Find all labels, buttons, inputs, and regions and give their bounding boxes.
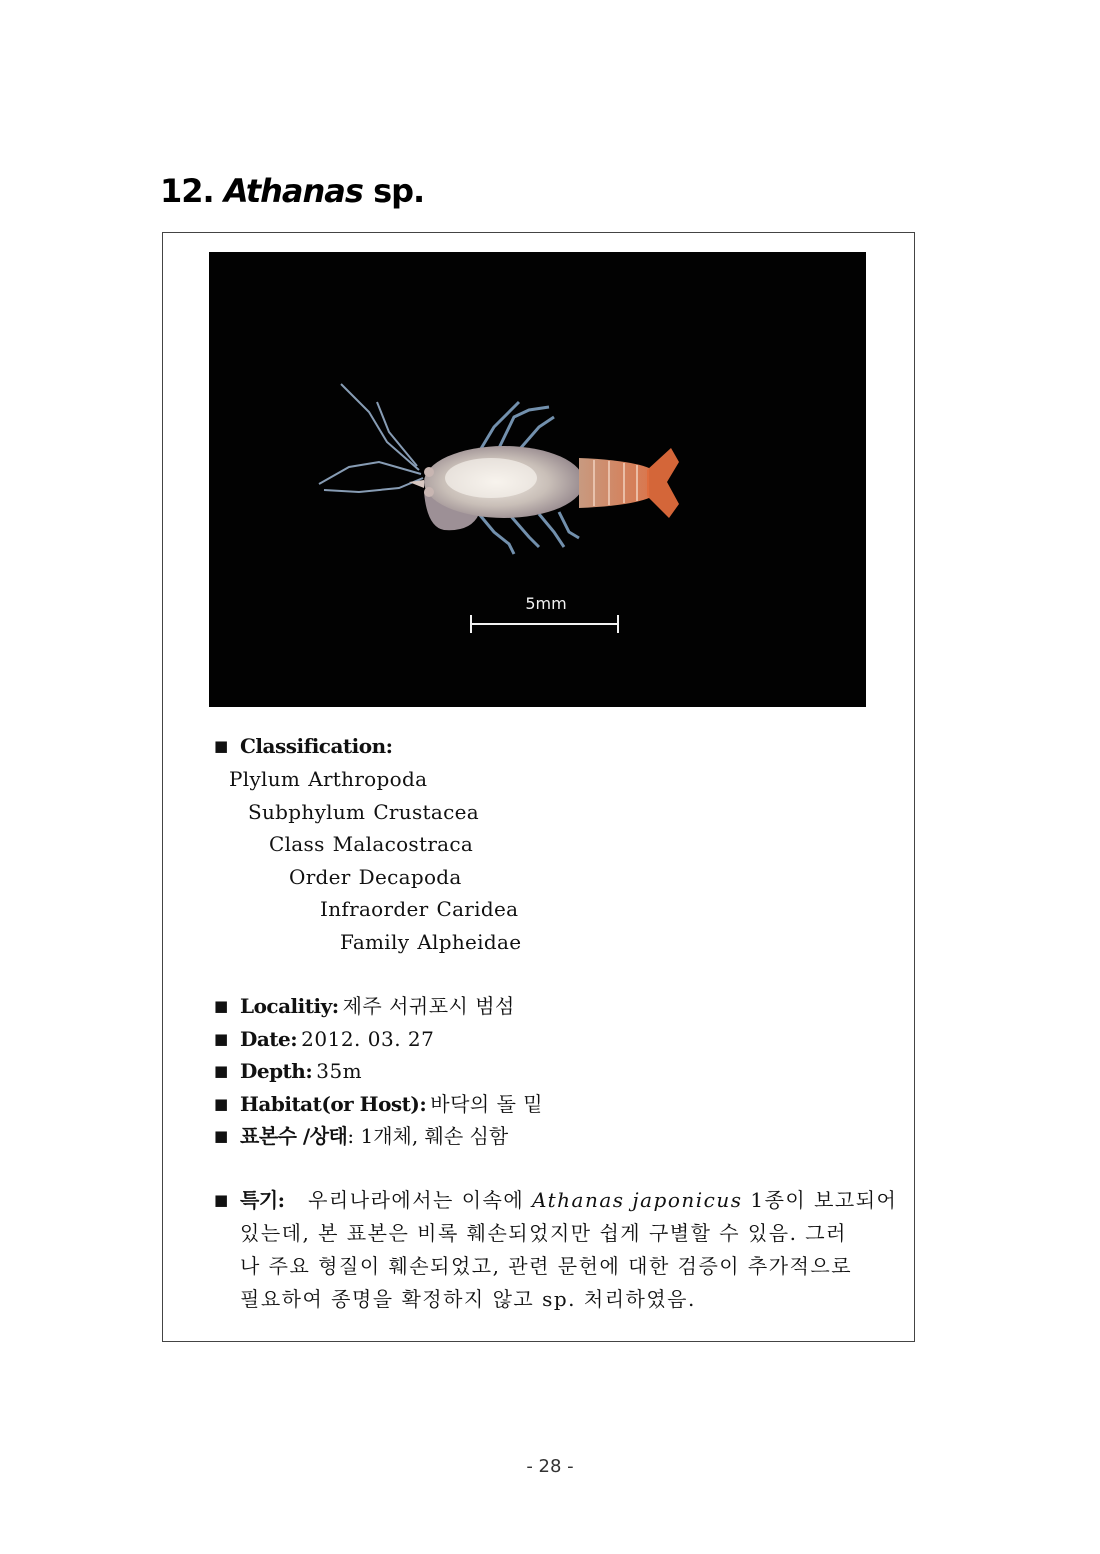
specimen-count-field: ■ 표본수 /상태: 1개체, 훼손 심함 bbox=[214, 1124, 509, 1148]
species-suffix: sp. bbox=[373, 172, 425, 210]
bullet-icon: ■ bbox=[214, 737, 229, 755]
remarks-line-1: ■ 특기: 우리나라에서는 이속에 Athanas japonicus 1종이 보고되어 bbox=[214, 1184, 869, 1217]
classification-heading: ■ Classification: bbox=[214, 734, 393, 758]
depth-field: ■ Depth: 35m bbox=[214, 1059, 363, 1083]
date-field: ■ Date: 2012. 03. 27 bbox=[214, 1027, 435, 1051]
species-name: Athanas japonicus bbox=[532, 1188, 743, 1212]
scale-bar-label: 5mm bbox=[525, 594, 567, 613]
genus-name: Athanas bbox=[223, 172, 363, 210]
bullet-icon: ■ bbox=[214, 1062, 229, 1080]
shrimp-specimen-image bbox=[209, 252, 866, 707]
page-title bbox=[160, 172, 424, 210]
habitat-field: ■ Habitat(or Host): 바닥의 돌 밑 bbox=[214, 1092, 544, 1116]
taxon-class: Class Malacostraca bbox=[269, 832, 474, 856]
taxon-order: Order Decapoda bbox=[289, 865, 462, 889]
taxon-phylum: Plylum Arthropoda bbox=[229, 767, 428, 791]
taxon-subphylum: Subphylum Crustacea bbox=[248, 800, 479, 824]
remarks-line-2: 있는데, 본 표본은 비록 훼손되었지만 쉽게 구별할 수 있음. 그러 bbox=[240, 1221, 847, 1245]
remarks-paragraph bbox=[214, 1184, 898, 1316]
taxon-family: Family Alpheidae bbox=[340, 930, 522, 954]
locality-field: ■ Localitiy: 제주 서귀포시 범섬 bbox=[214, 994, 515, 1018]
section-number: 12. bbox=[160, 172, 214, 210]
bullet-icon: ■ bbox=[214, 1191, 230, 1209]
page-number: - 28 - bbox=[526, 1456, 574, 1477]
taxon-infraorder: Infraorder Caridea bbox=[320, 897, 519, 921]
bullet-icon: ■ bbox=[214, 1127, 229, 1145]
remarks-line-3: 나 주요 형질이 훼손되었고, 관련 문헌에 대한 검증이 추가적으로 bbox=[240, 1254, 853, 1278]
specimen-photo bbox=[209, 252, 866, 707]
bullet-icon: ■ bbox=[214, 1095, 229, 1113]
bullet-icon: ■ bbox=[214, 997, 229, 1015]
remarks-line-4: 필요하여 종명을 확정하지 않고 sp. 처리하였음. bbox=[240, 1287, 696, 1311]
bullet-icon: ■ bbox=[214, 1030, 229, 1048]
